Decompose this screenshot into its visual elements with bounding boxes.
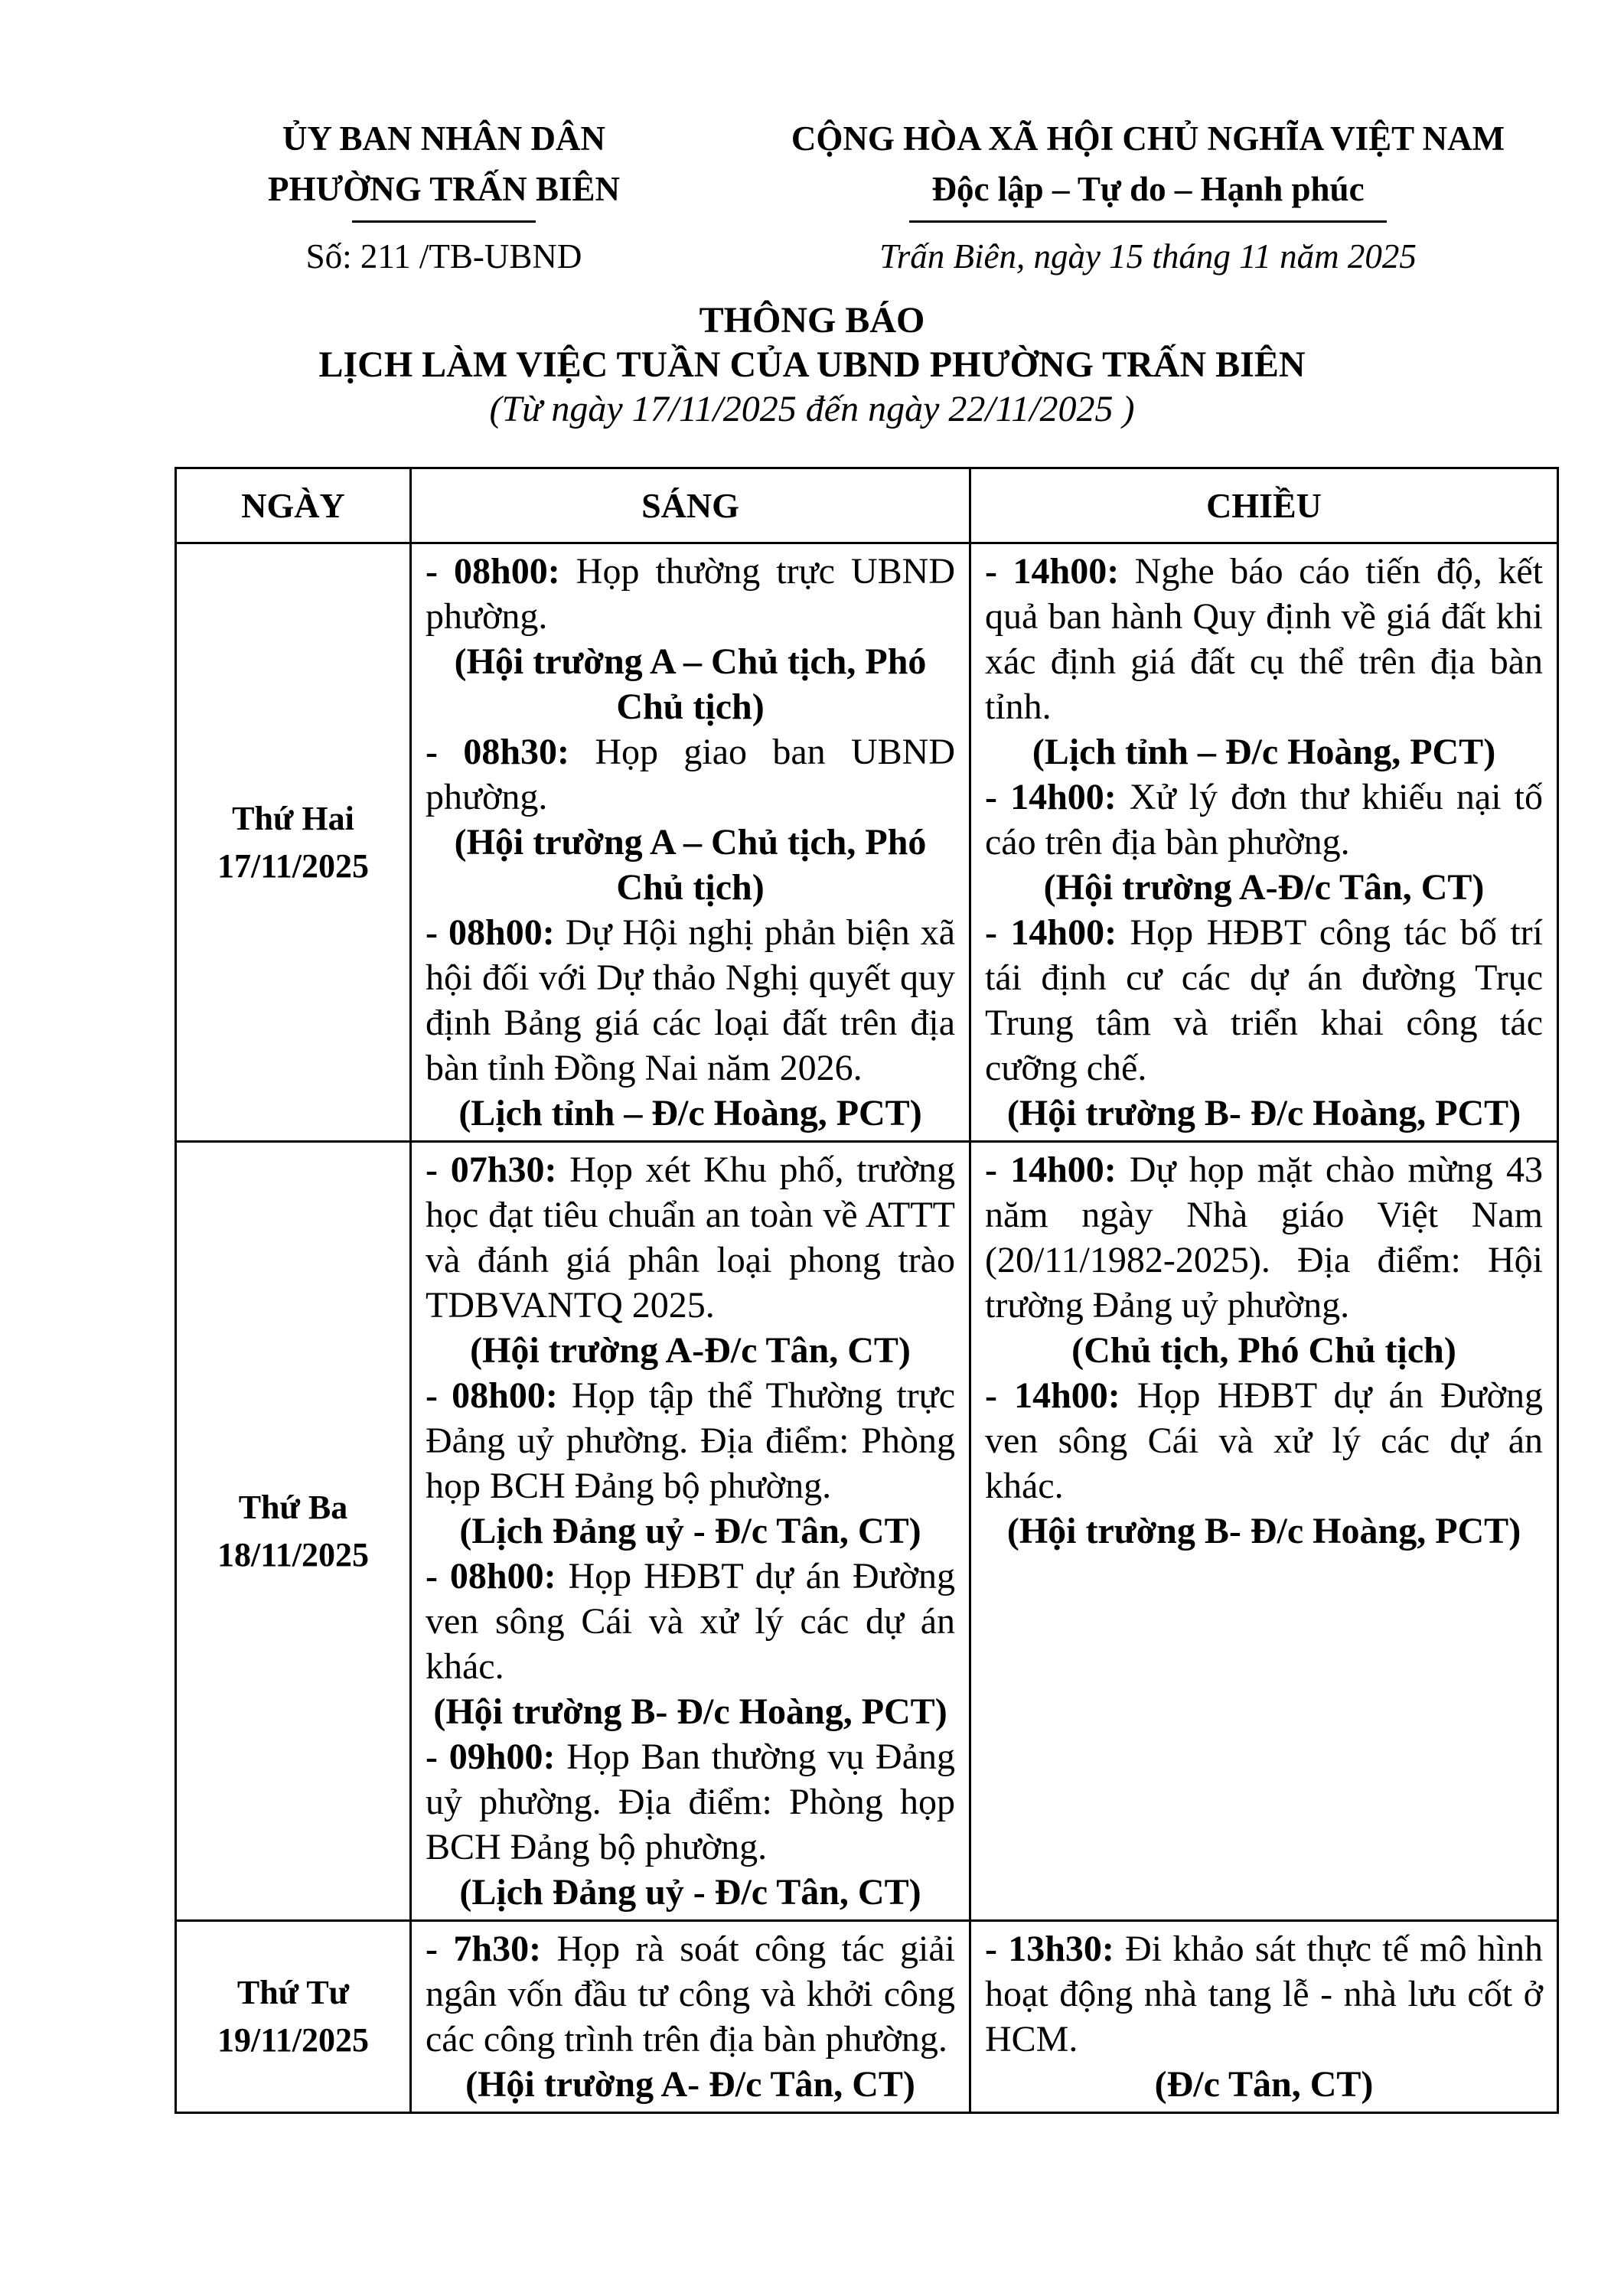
event-item bbox=[426, 910, 955, 1091]
day-cell bbox=[176, 543, 411, 1142]
agency-line-2: PHƯỜNG TRẤN BIÊN bbox=[267, 170, 621, 208]
event-location: (Hội trường B- Đ/c Hoàng, PCT) bbox=[433, 1691, 947, 1732]
table-row bbox=[176, 543, 1558, 1142]
schedule-table bbox=[174, 467, 1559, 2114]
document-number: Số: 211 /TB-UBND bbox=[305, 237, 582, 276]
event-time: - 08h00: bbox=[426, 912, 555, 953]
event-item bbox=[985, 1373, 1543, 1508]
event-location: (Lịch tỉnh – Đ/c Hoàng, PCT) bbox=[458, 1093, 922, 1133]
morning-cell bbox=[411, 1142, 970, 1921]
event-item bbox=[985, 1147, 1543, 1328]
event-location: (Hội trường A- Đ/c Tân, CT) bbox=[465, 2064, 915, 2105]
day-date: 18/11/2025 bbox=[217, 1535, 370, 1574]
weekday: Thứ Tư bbox=[236, 1974, 350, 2011]
event-location: (Lịch Đảng uỷ - Đ/c Tân, CT) bbox=[459, 1872, 921, 1913]
event-item bbox=[426, 1147, 955, 1328]
table-row bbox=[176, 1921, 1558, 2113]
event-item bbox=[426, 729, 955, 820]
event-location: (Lịch Đảng uỷ - Đ/c Tân, CT) bbox=[459, 1511, 921, 1551]
doc-period: (Từ ngày 17/11/2025 đến ngày 22/11/2025 ) bbox=[489, 389, 1135, 429]
national-heading bbox=[758, 113, 1538, 214]
event-time: - 14h00: bbox=[985, 551, 1120, 592]
morning-cell bbox=[411, 543, 970, 1142]
event-time: - 08h30: bbox=[426, 732, 570, 772]
event-location: (Hội trường A – Chủ tịch, Phó Chủ tịch) bbox=[454, 641, 927, 727]
event-text: Họp giao ban UBND phường. bbox=[426, 732, 955, 817]
afternoon-cell bbox=[970, 1921, 1558, 2113]
event-text: Dự Hội nghị phản biện xã hội đối với Dự thảo Nghị quyết quy định Bảng giá các loại đất trên địa bàn tỉnh Đồng Nai năm 2026. bbox=[426, 912, 956, 1088]
event-text: Họp rà soát công tác giải ngân vốn đầu tư công và khởi công các công trình trên địa bàn phường. bbox=[426, 1929, 956, 2060]
national-motto: Độc lập – Tự do – Hạnh phúc bbox=[931, 170, 1365, 208]
event-text: Họp tập thể Thường trực Đảng uỷ phường. Địa điểm: Phòng họp BCH Đảng bộ phường. bbox=[426, 1375, 955, 1506]
header-afternoon: CHIỀU bbox=[970, 468, 1558, 543]
weekday: Thứ Hai bbox=[232, 799, 354, 837]
morning-cell bbox=[411, 1921, 970, 2113]
event-item bbox=[426, 1926, 955, 2062]
afternoon-cell bbox=[970, 543, 1558, 1142]
table-header-row bbox=[176, 468, 1558, 543]
event-item bbox=[985, 775, 1543, 865]
event-text: Đi khảo sát thực tế mô hình hoạt động nhà tang lễ - nhà lưu cốt ở HCM. bbox=[985, 1929, 1544, 2060]
event-item bbox=[426, 1734, 955, 1870]
afternoon-cell bbox=[970, 1142, 1558, 1921]
event-location: (Chủ tịch, Phó Chủ tịch) bbox=[1071, 1330, 1456, 1371]
agency-line-1: ỦY BAN NHÂN DÂN bbox=[282, 119, 606, 158]
event-text: Dự họp mặt chào mừng 43 năm ngày Nhà giáo Việt Nam (20/11/1982-2025). Địa điểm: Hội trường Đảng uỷ phường. bbox=[985, 1150, 1543, 1326]
event-item bbox=[985, 1926, 1543, 2062]
event-item bbox=[985, 549, 1543, 729]
event-location: (Đ/c Tân, CT) bbox=[1154, 2064, 1374, 2105]
event-time: - 08h00: bbox=[426, 551, 560, 592]
event-location: (Hội trường A – Chủ tịch, Phó Chủ tịch) bbox=[454, 822, 927, 908]
event-time: - 14h00: bbox=[985, 777, 1117, 817]
header-day: NGÀY bbox=[176, 468, 411, 543]
event-item bbox=[985, 910, 1543, 1091]
agency-underline bbox=[352, 220, 536, 223]
national-name: CỘNG HÒA XÃ HỘI CHỦ NGHĨA VIỆT NAM bbox=[791, 119, 1505, 158]
agency-name bbox=[191, 113, 696, 214]
event-time: - 08h00: bbox=[426, 1556, 556, 1596]
header-morning: SÁNG bbox=[411, 468, 970, 543]
event-location: (Lịch tỉnh – Đ/c Hoàng, PCT) bbox=[1032, 732, 1496, 772]
event-text: Xử lý đơn thư khiếu nại tố cáo trên địa bàn phường. bbox=[985, 777, 1544, 863]
event-time: - 08h00: bbox=[426, 1375, 558, 1416]
doc-subtitle: LỊCH LÀM VIỆC TUẦN CỦA UBND PHƯỜNG TRẤN BIÊN bbox=[318, 344, 1306, 385]
event-time: - 7h30: bbox=[426, 1929, 542, 1969]
weekday: Thứ Ba bbox=[238, 1488, 348, 1526]
event-location: (Hội trường A-Đ/c Tân, CT) bbox=[470, 1330, 911, 1371]
motto-underline bbox=[909, 220, 1387, 223]
event-location: (Hội trường B- Đ/c Hoàng, PCT) bbox=[1006, 1093, 1521, 1133]
event-location: (Hội trường B- Đ/c Hoàng, PCT) bbox=[1006, 1511, 1521, 1551]
event-item bbox=[426, 1554, 955, 1689]
event-text: Họp xét Khu phố, trường học đạt tiêu chuẩn an toàn về ATTT và đánh giá phân loại phong trào TDBVANTQ 2025. bbox=[426, 1150, 955, 1326]
event-location: (Hội trường A-Đ/c Tân, CT) bbox=[1043, 867, 1485, 908]
table-row bbox=[176, 1142, 1558, 1921]
event-time: - 09h00: bbox=[426, 1737, 556, 1777]
doc-title: THÔNG BÁO bbox=[699, 300, 925, 341]
event-time: - 07h30: bbox=[426, 1150, 557, 1190]
event-time: - 13h30: bbox=[985, 1929, 1114, 1969]
event-text: Họp HĐBT dự án Đường ven sông Cái và xử lý các dự án khác. bbox=[426, 1556, 955, 1687]
event-item bbox=[426, 549, 955, 639]
event-item bbox=[426, 1373, 955, 1508]
event-text: Họp thường trực UBND phường. bbox=[426, 551, 956, 637]
event-text: Nghe báo cáo tiến độ, kết quả ban hành Quy định về giá đất khi xác định giá đất cụ thể trên địa bàn tỉnh. bbox=[985, 551, 1543, 727]
event-text: Họp Ban thường vụ Đảng uỷ phường. Địa điểm: Phòng họp BCH Đảng bộ phường. bbox=[426, 1737, 955, 1867]
day-date: 17/11/2025 bbox=[217, 846, 370, 885]
issue-date: Trấn Biên, ngày 15 tháng 11 năm 2025 bbox=[879, 237, 1417, 276]
event-text: Họp HĐBT công tác bố trí tái định cư các dự án đường Trục Trung tâm và triển khai công tác cưỡng chế. bbox=[985, 912, 1543, 1088]
event-time: - 14h00: bbox=[985, 1150, 1117, 1190]
day-date: 19/11/2025 bbox=[217, 2021, 370, 2059]
day-cell bbox=[176, 1142, 411, 1921]
event-text: Họp HĐBT dự án Đường ven sông Cái và xử lý các dự án khác. bbox=[985, 1375, 1544, 1506]
event-time: - 14h00: bbox=[985, 1375, 1120, 1416]
event-time: - 14h00: bbox=[985, 912, 1117, 953]
day-cell bbox=[176, 1921, 411, 2113]
